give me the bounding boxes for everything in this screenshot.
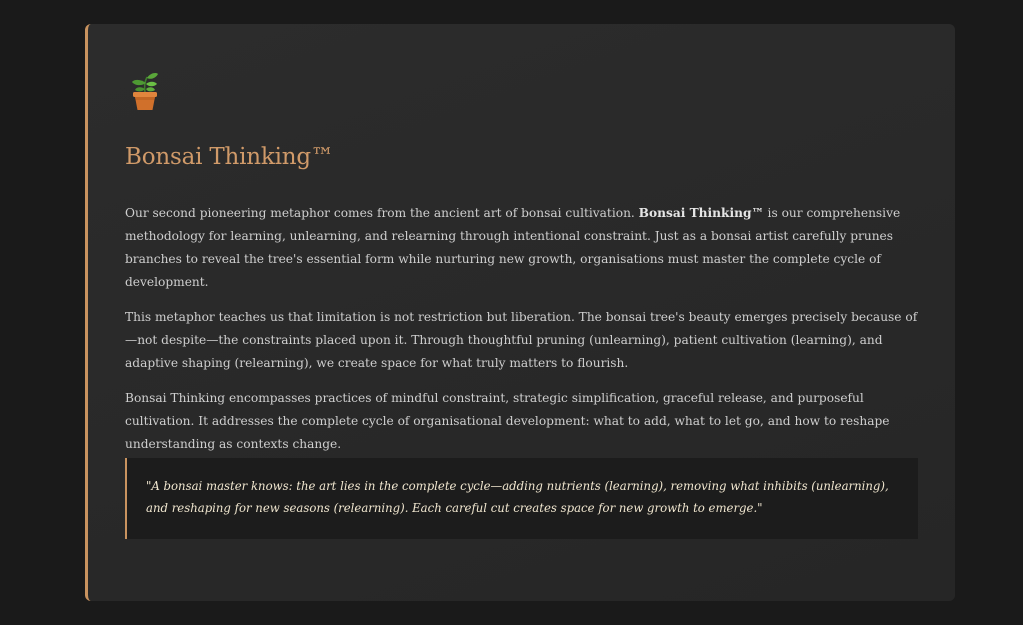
bold-term: Bonsai Thinking™ — [638, 206, 764, 220]
page-title: Bonsai Thinking™ — [125, 144, 334, 170]
content-card — [85, 24, 955, 601]
paragraph-text: is our comprehensive methodology for learning, unlearning, and relearning through intentional constraint. Just as a bonsai artist carefully prunes branches to reveal the tree's essential form while nurturing new growth, organisations must master the complete cycle of development. — [125, 206, 901, 289]
pull-quote: "A bonsai master knows: the art lies in the complete cycle—adding nutrients (learning), removing what inhibits (unlearning), and reshaping for new seasons (relearning). Each careful cut creates space for new growth to emerge." — [125, 458, 918, 539]
paragraph: Bonsai Thinking encompasses practices of mindful constraint, strategic simplification, graceful release, and purposeful cultivation. It addresses the complete cycle of organisational development: what to add, what to let go, and how to reshape understanding as contexts change. — [125, 391, 890, 451]
body-text — [125, 202, 925, 468]
potted-plant-icon — [126, 72, 164, 112]
paragraph — [125, 202, 925, 294]
paragraph-text: Our second pioneering metaphor comes from the ancient art of bonsai cultivation. — [125, 206, 639, 220]
paragraph: This metaphor teaches us that limitation is not restriction but liberation. The bonsai tree's beauty emerges precisely because of—not despite—the constraints placed upon it. Through thoughtful pruning (unlearning), patient cultivation (learning), and adaptive shaping (relearning), we create space for what truly matters to flourish. — [125, 310, 918, 370]
